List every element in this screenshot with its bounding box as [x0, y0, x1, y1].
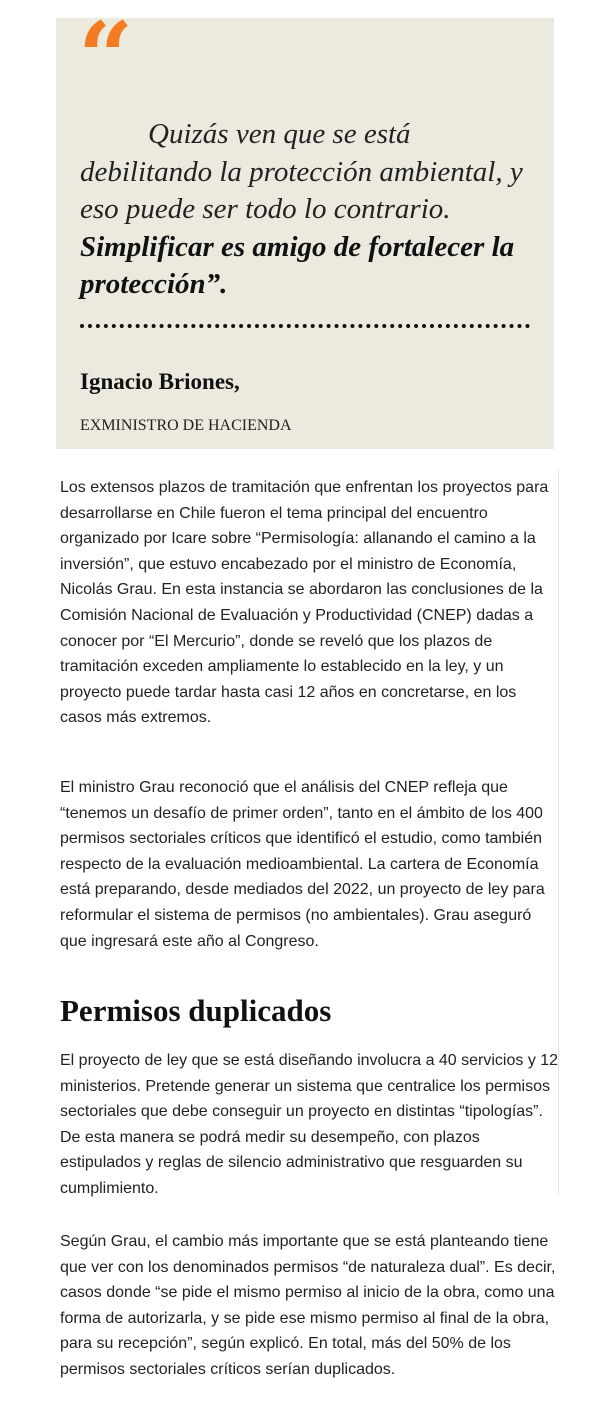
article-paragraph-2: El ministro Grau reconoció que el análisis del CNEP refleja que “tenemos un desafío de primer orden”, tanto en el ámbito de los 400 permisos sectoriales críticos que identificó el estudio, como también respecto de la evaluación medioambiental. La cartera de Economía está preparando, desde mediados del 2022, un proyecto de ley para reformular el sistema de permisos (no ambientales). Grau aseguró que ingresará este año al Congreso. — [60, 779, 545, 950]
section-heading: Permisos duplicados — [60, 993, 332, 1028]
quote-text-bold: Simplificar es amigo de fortalecer la protección”. — [80, 230, 515, 300]
quote-text — [80, 116, 540, 304]
quote-text-regular: Quizás ven que se está debilitando la protección ambiental, y eso puede ser todo lo contrario. — [80, 118, 523, 225]
article-paragraph-3: El proyecto de ley que se está diseñando involucra a 40 servicios y 12 ministerios. Pretende generar un sistema que centralice los permisos sectoriales que debe conseguir un proyecto en distintas “tipologías”. De esta manera se podrá medir su desempeño, con plazos estipulados y reglas de silencio administrativo que resguarden su cumplimiento. — [60, 1052, 559, 1197]
article-paragraph-4: Según Grau, el cambio más importante que se está planteando tiene que ver con los denominados permisos “de naturaleza dual”. Es decir, casos donde “se pide el mismo permiso al inicio de la obra, como una forma de autorizarla, y se pide ese mismo permiso al final de la obra, para su recepción”, según explicó. En total, más del 50% de los permisos sectoriales críticos serían duplicados. — [60, 1233, 556, 1378]
article-paragraph-1: Los extensos plazos de tramitación que enfrentan los proyectos para desarrollarse en Chile fueron el tema principal del encuentro organizado por Icare sobre “Permisología: allanando el camino a la inversión”, que estuvo encabezado por el ministro de Economía, Nicolás Grau. En esta instancia se abordaron las conclusiones de la Comisión Nacional de Evaluación y Productividad (CNEP) dadas a conocer por “El Mercurio”, donde se reveló que los plazos de tramitación exceden ampliamente lo establecido en la ley, y un proyecto puede tardar hasta casi 12 años en concretarse, en los casos más extremos. — [60, 479, 549, 727]
quote-author-name: Ignacio Briones, — [80, 369, 240, 394]
pull-quote-box — [56, 1, 554, 449]
quote-divider — [80, 324, 530, 328]
quote-author-role: EXMINISTRO DE HACIENDA — [80, 417, 292, 434]
quote-mark-icon: “ — [78, 1, 134, 114]
